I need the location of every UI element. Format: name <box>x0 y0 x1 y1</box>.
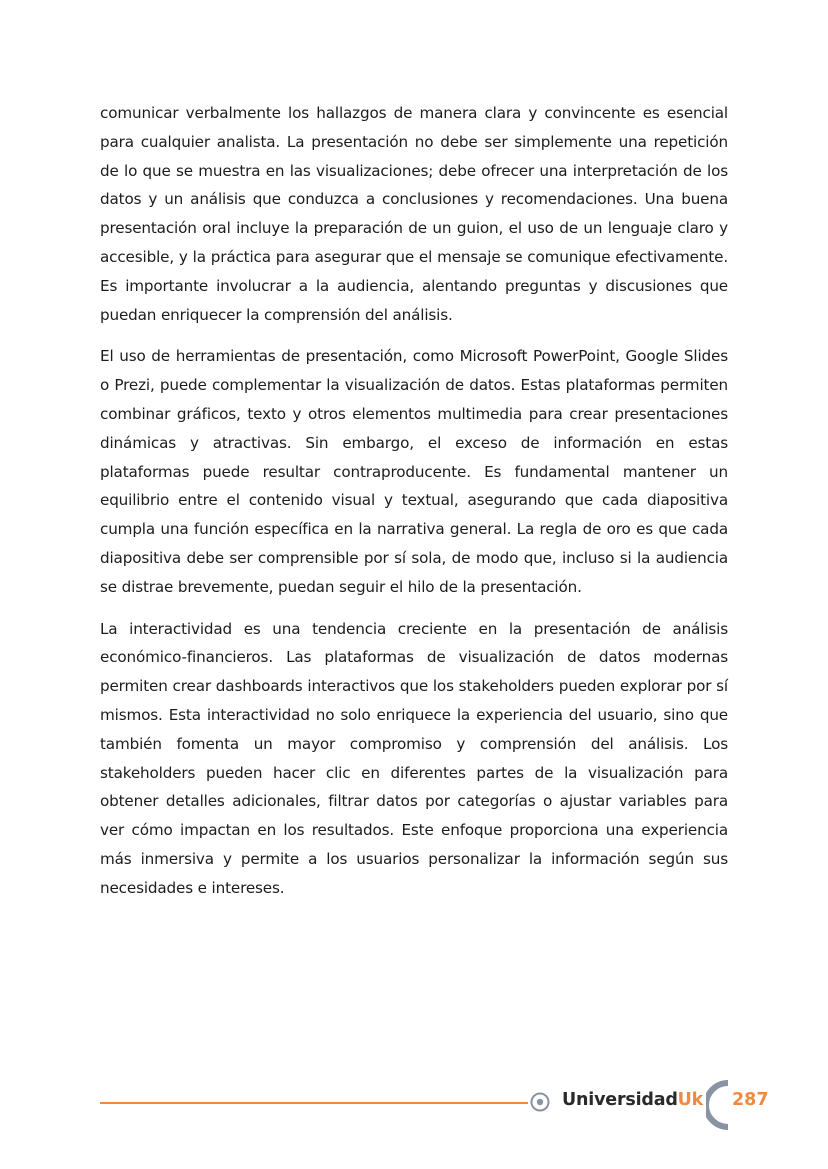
brand-logo <box>562 1090 703 1110</box>
brand-suffix: Uk <box>677 1090 704 1110</box>
page-number: 287 <box>732 1090 769 1110</box>
page-body <box>100 99 728 916</box>
body-paragraph-2: El uso de herramientas de presentación, como Microsoft PowerPoint, Google Slides o Prezi, puede complementar la visualización de datos. Estas plataformas permiten combinar gráficos, texto y otros elementos multimedia para crear presentaciones dinámicas y atractivas. Sin embargo, el exceso de información en estas plataformas puede resultar contraproducente. Es fundamental mantener un equilibrio entre el contenido visual y textual, asegurando que cada diapositiva cumpla una función específica en la narrativa general. La regla de oro es que cada diapositiva debe ser comprensible por sí sola, de modo que, incluso si la audiencia se distrae brevemente, puedan seguir el hilo de la presentación. <box>100 347 728 596</box>
body-paragraph-3: La interactividad es una tendencia creciente en la presentación de análisis económico-financieros. Las plataformas de visualización de datos modernas permiten crear dashboards interactivos que los stakeholders pueden explorar por sí mismos. Esta interactividad no solo enriquece la experiencia del usuario, sino que también fomenta un mayor compromiso y comprensión del análisis. Los stakeholders pueden hacer clic en diferentes partes de la visualización para obtener detalles adicionales, filtrar datos por categorías o ajustar variables para ver cómo impactan en los resultados. Este enfoque proporciona una experiencia más inmersiva y permite a los usuarios personalizar la información según sus necesidades e intereses. <box>100 619 728 897</box>
target-icon <box>530 1092 550 1112</box>
footer-divider-line <box>100 1102 528 1104</box>
brand-name: Universidad <box>562 1090 678 1110</box>
body-paragraph-1: comunicar verbalmente los hallazgos de manera clara y convincente es esencial para cualquier analista. La presentación no debe ser simplemente una repetición de lo que se muestra en las visualizaciones; debe ofrecer una interpretación de los datos y un análisis que conduzca a conclusiones y recomendaciones. Una buena presentación oral incluye la preparación de un guion, el uso de un lenguaje claro y accesible, y la práctica para asegurar que el mensaje se comunique efectivamente. Es importante involucrar a la audiencia, alentando preguntas y discusiones que puedan enriquecer la comprensión del análisis. <box>100 104 728 324</box>
page-footer <box>100 1084 780 1128</box>
